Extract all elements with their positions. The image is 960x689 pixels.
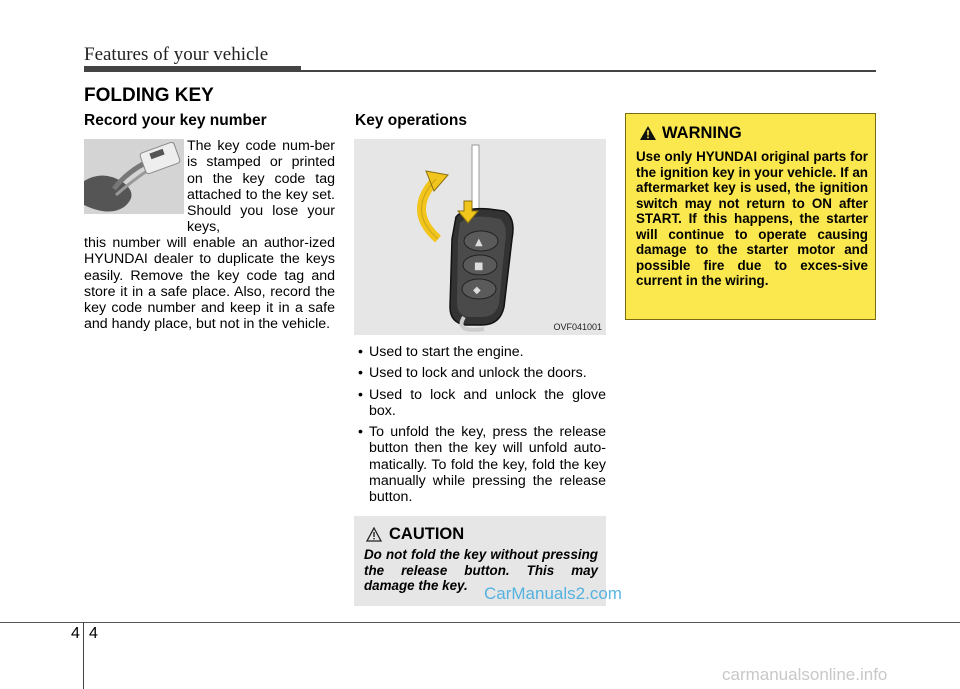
figure-code: OVF041001 bbox=[553, 322, 602, 332]
warning-title: WARNING bbox=[662, 124, 742, 142]
list-item: • Used to lock and unlock the glove box. bbox=[356, 387, 606, 420]
list-item: • To unfold the key, press the release button then the key will unfold auto-matically. To fold the key, fold the key manually while pressing the release button. bbox=[356, 424, 606, 505]
page-number: 4 bbox=[89, 625, 98, 642]
operations-heading: Key operations bbox=[355, 112, 467, 129]
section-title: FOLDING KEY bbox=[84, 85, 214, 106]
header-rule-thick bbox=[84, 66, 301, 72]
warning-text: Use only HYUNDAI original parts for the ignition key in your vehicle. If an aftermarket key is used, the ignition switch may not return to ON after START. If this happens, the starter will continue to operate causing damage to the starter motor and possible fire due to exces-sive current in the wiring. bbox=[636, 149, 868, 288]
site-watermark: carmanualsonline.info bbox=[722, 665, 888, 684]
caution-triangle-icon bbox=[366, 527, 382, 542]
watermark-overlay: CarManuals2.com bbox=[484, 584, 622, 603]
caution-title: CAUTION bbox=[389, 525, 465, 543]
folding-key-illustration bbox=[354, 139, 606, 335]
caution-text: Do not fold the key without pressing the release button. This may damage the key. bbox=[364, 547, 598, 593]
header-title: Features of your vehicle bbox=[84, 44, 269, 65]
record-paragraph-bottom: this number will enable an author-ized HYUNDAI dealer to duplicate the keys easily. Remove the key code tag and store it in a safe place. Also, record the key code number and keep it in a safe and handy place, but not in the vehicle. bbox=[84, 235, 335, 333]
warning-box bbox=[625, 113, 876, 320]
footer-rule bbox=[0, 622, 960, 623]
list-item: • Used to start the engine. bbox=[356, 344, 606, 360]
footer-divider bbox=[83, 622, 84, 689]
operations-list bbox=[356, 344, 606, 511]
warning-triangle-icon bbox=[639, 125, 657, 141]
svg-text:■: ■ bbox=[474, 261, 484, 272]
svg-text:▲: ▲ bbox=[475, 237, 483, 248]
record-paragraph-top: The key code num-ber is stamped or printed on the key code tag attached to the key set. Should you lose your keys, bbox=[187, 138, 335, 236]
page-chapter: 4 bbox=[71, 625, 80, 642]
svg-text:◆: ◆ bbox=[473, 285, 481, 296]
folding-key-figure bbox=[354, 139, 606, 335]
record-heading: Record your key number bbox=[84, 112, 267, 129]
header-rule-thin bbox=[301, 70, 876, 72]
key-tag-photo bbox=[84, 139, 184, 214]
list-item: • Used to lock and unlock the doors. bbox=[356, 365, 606, 381]
